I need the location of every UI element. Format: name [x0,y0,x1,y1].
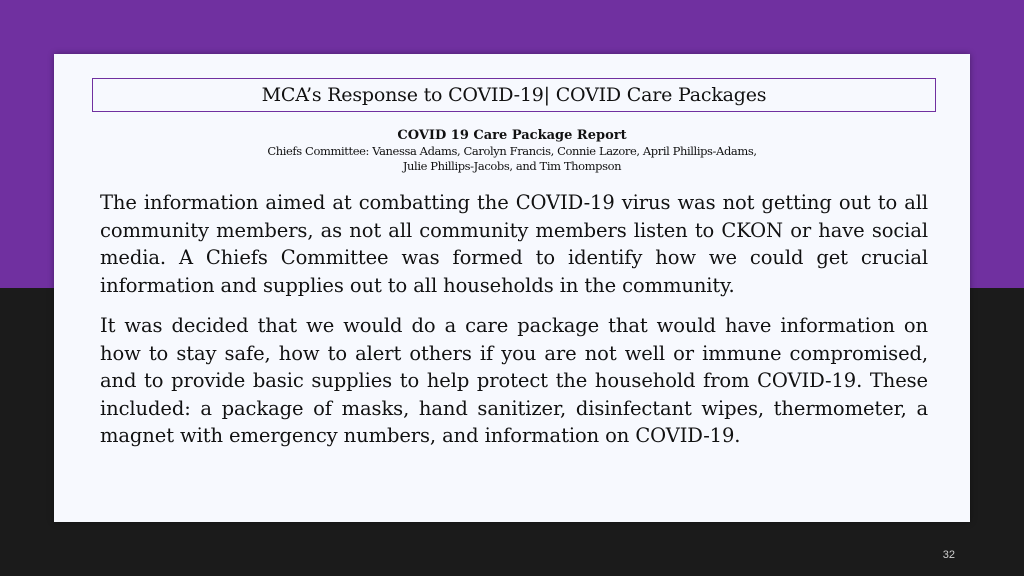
committee-members [192,144,832,174]
body-text [100,189,928,450]
committee-line-1: Chiefs Committee: Vanessa Adams, Carolyn Francis, Connie Lazore, April Phillips-Adams, [267,144,757,158]
content-card [54,54,970,522]
paragraph-1: The information aimed at combatting the COVID-19 virus was not getting out to all community members, as not all community members listen to CKON or have social media. A Chiefs Committee was formed to identify how we could get crucial information and supplies out to all households in the community. [100,191,928,297]
report-header [54,128,970,174]
slide-title: MCA’s Response to COVID-19| COVID Care Packages [92,78,936,112]
committee-line-2: Julie Phillips-Jacobs, and Tim Thompson [402,159,622,173]
slide-number: 32 [942,549,955,561]
paragraph-2: It was decided that we would do a care package that would have information on how to stay safe, how to alert others if you are not well or immune compromised, and to provide basic supplies to help protect the household from COVID-19. These included: a package of masks, hand sanitizer, disinfectant wipes, thermometer, a magnet with emergency numbers, and information on COVID-19. [100,314,928,447]
report-title: COVID 19 Care Package Report [397,128,627,143]
